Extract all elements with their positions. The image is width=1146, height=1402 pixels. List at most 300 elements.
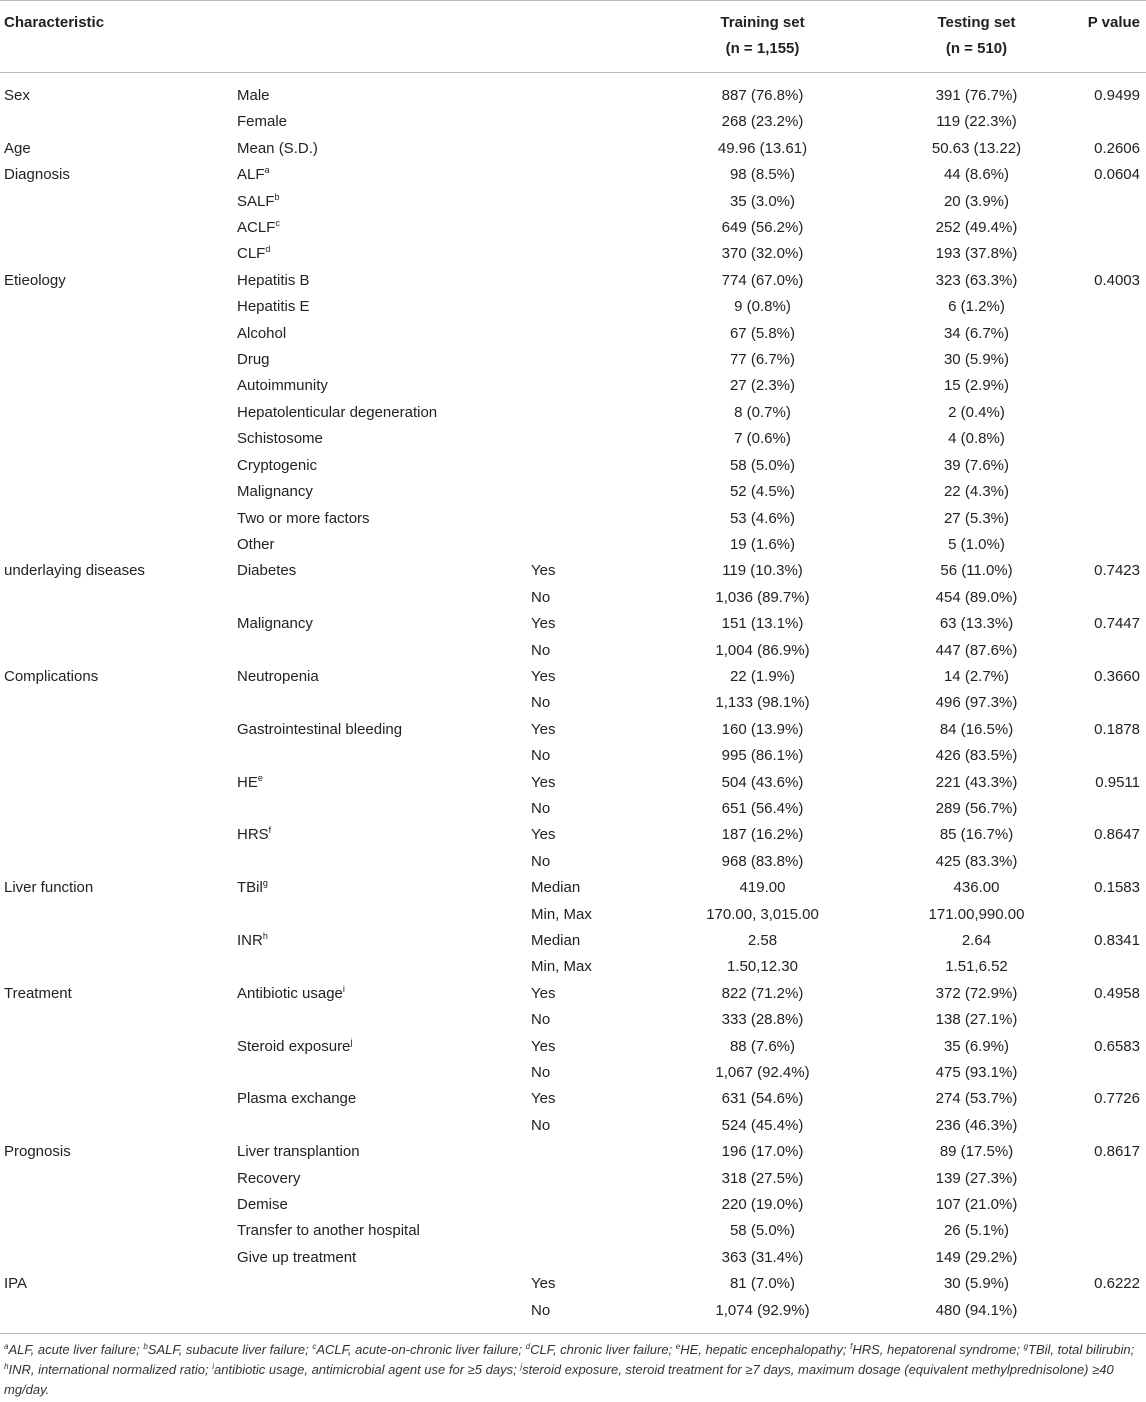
cell-subcategory: Mean (S.D.) bbox=[237, 139, 318, 157]
cell-level bbox=[527, 109, 655, 135]
cell-training: 2.58 bbox=[747, 932, 778, 949]
cell-category bbox=[0, 1034, 232, 1060]
table-row bbox=[0, 1245, 1146, 1271]
cell-testing: 34 (6.7%) bbox=[943, 324, 1010, 342]
cell-p-value bbox=[1083, 849, 1146, 875]
cell-training: 1,067 (92.4%) bbox=[715, 1064, 810, 1082]
cell-level bbox=[527, 215, 655, 241]
footnote-text: TBil, total bilirubin; bbox=[1028, 1342, 1135, 1357]
table-row bbox=[0, 268, 1146, 294]
cell-level bbox=[527, 1166, 655, 1192]
table-row bbox=[0, 479, 1146, 505]
cell-category bbox=[0, 902, 232, 928]
cell-training: 196 (17.0%) bbox=[721, 1143, 804, 1161]
cell-testing: 30 (5.9%) bbox=[943, 351, 1010, 369]
cell-training: 220 (19.0%) bbox=[721, 1196, 804, 1214]
cell-category bbox=[0, 1007, 232, 1033]
cell-testing: 496 (97.3%) bbox=[935, 694, 1018, 712]
cell-category bbox=[0, 189, 232, 215]
table-row bbox=[0, 717, 1146, 743]
table-row bbox=[0, 1298, 1146, 1334]
cell-training: 53 (4.6%) bbox=[729, 509, 796, 527]
cell-testing: 138 (27.1%) bbox=[935, 1011, 1018, 1029]
cell-subcategory: Autoimmunity bbox=[237, 377, 328, 395]
cell-p-value bbox=[1083, 241, 1146, 267]
cell-level: No bbox=[531, 1116, 551, 1134]
cell-p-value: 0.1583 bbox=[1094, 879, 1140, 897]
cell-level bbox=[527, 532, 655, 558]
cell-p-value bbox=[1083, 1218, 1146, 1244]
table-row bbox=[0, 1060, 1146, 1086]
cell-p-value bbox=[1083, 479, 1146, 505]
header-p-value: P value bbox=[1087, 14, 1140, 31]
table-row bbox=[0, 1113, 1146, 1139]
cell-level: Min, Max bbox=[531, 958, 592, 976]
cell-training: 98 (8.5%) bbox=[729, 166, 796, 184]
cell-subcategory bbox=[232, 1271, 527, 1297]
cell-category bbox=[0, 506, 232, 532]
cell-level: No bbox=[531, 588, 551, 606]
table-row bbox=[0, 1271, 1146, 1297]
cell-training: 995 (86.1%) bbox=[721, 747, 804, 765]
cell-p-value: 0.9511 bbox=[1095, 773, 1140, 791]
cell-level bbox=[527, 347, 655, 373]
cell-testing: 5 (1.0%) bbox=[948, 535, 1005, 553]
cell-subcategory: Neutropenia bbox=[237, 667, 319, 685]
table-row bbox=[0, 136, 1146, 162]
cell-level bbox=[527, 321, 655, 347]
cell-p-value bbox=[1083, 321, 1146, 347]
cell-training: 774 (67.0%) bbox=[721, 271, 804, 289]
cell-testing: 56 (11.0%) bbox=[940, 562, 1013, 580]
cell-training: 67 (5.8%) bbox=[729, 324, 796, 342]
cell-testing: 2.64 bbox=[961, 932, 992, 949]
cell-p-value bbox=[1083, 215, 1146, 241]
cell-subcategory: Hepatitis E bbox=[237, 298, 310, 316]
cell-category: Prognosis bbox=[4, 1143, 71, 1161]
table-row bbox=[0, 1218, 1146, 1244]
cell-training: 370 (32.0%) bbox=[721, 245, 804, 263]
cell-category bbox=[0, 1166, 232, 1192]
cell-subcategory bbox=[232, 1060, 527, 1086]
cell-category: Liver function bbox=[4, 879, 94, 897]
cell-level: No bbox=[531, 747, 551, 765]
footnote-text: ALF, acute liver failure; bbox=[8, 1342, 144, 1357]
cell-testing: 15 (2.9%) bbox=[943, 377, 1010, 395]
cell-level bbox=[527, 162, 655, 188]
table-row bbox=[0, 321, 1146, 347]
cell-p-value: 0.2606 bbox=[1094, 139, 1140, 157]
cell-training: 77 (6.7%) bbox=[729, 351, 796, 369]
cell-p-value bbox=[1083, 189, 1146, 215]
cell-p-value bbox=[1083, 690, 1146, 716]
table-row bbox=[0, 1034, 1146, 1060]
cell-subcategory: TBil$^g$ bbox=[237, 878, 268, 897]
cell-category bbox=[0, 400, 232, 426]
table-row bbox=[0, 954, 1146, 980]
cell-training: 631 (54.6%) bbox=[721, 1090, 804, 1108]
table-row bbox=[0, 426, 1146, 452]
cell-subcategory bbox=[232, 1007, 527, 1033]
cell-category bbox=[0, 1245, 232, 1271]
table-row bbox=[0, 902, 1146, 928]
table-row bbox=[0, 453, 1146, 479]
cell-level bbox=[527, 453, 655, 479]
cell-category bbox=[0, 849, 232, 875]
cell-testing: 1.51,6.52 bbox=[945, 958, 1008, 976]
cell-subcategory: ACLF$^c$ bbox=[237, 218, 280, 237]
table-row bbox=[0, 664, 1146, 690]
table-row bbox=[0, 162, 1146, 188]
footnote-marker: g bbox=[262, 878, 268, 889]
cell-level: No bbox=[531, 799, 551, 817]
cell-level: No bbox=[531, 694, 551, 712]
cell-testing: 50.63 (13.22) bbox=[931, 139, 1022, 157]
cell-training: 333 (28.8%) bbox=[721, 1011, 804, 1029]
cell-testing: 26 (5.1%) bbox=[943, 1222, 1010, 1240]
cell-p-value: 0.7726 bbox=[1094, 1090, 1140, 1108]
cell-training: 7 (0.6%) bbox=[734, 430, 791, 448]
cell-category bbox=[0, 109, 232, 135]
cell-subcategory: Steroid exposure$^j$ bbox=[237, 1036, 353, 1055]
cell-training: 27 (2.3%) bbox=[729, 377, 796, 395]
cell-p-value bbox=[1083, 400, 1146, 426]
cell-training: 119 (10.3%) bbox=[722, 562, 803, 580]
cell-category bbox=[0, 585, 232, 611]
cell-training: 1,133 (98.1%) bbox=[715, 694, 810, 712]
footnote-mark: i bbox=[212, 1362, 214, 1371]
table-row bbox=[0, 849, 1146, 875]
cell-training: 160 (13.9%) bbox=[721, 720, 804, 738]
cell-subcategory: HRS$^f$ bbox=[237, 825, 272, 844]
table-row bbox=[0, 506, 1146, 532]
cell-p-value bbox=[1083, 1060, 1146, 1086]
cell-p-value bbox=[1083, 1192, 1146, 1218]
cell-testing: 89 (17.5%) bbox=[939, 1143, 1014, 1161]
cell-testing: 480 (94.1%) bbox=[935, 1301, 1018, 1319]
footnote-mark: c bbox=[312, 1342, 317, 1351]
table-row bbox=[0, 638, 1146, 664]
cell-training: 524 (45.4%) bbox=[721, 1116, 804, 1134]
cell-subcategory bbox=[232, 796, 527, 822]
cell-testing: 252 (49.4%) bbox=[935, 219, 1018, 237]
cell-subcategory: Schistosome bbox=[237, 430, 323, 448]
table-header bbox=[0, 1, 1146, 73]
cell-category bbox=[0, 479, 232, 505]
cell-subcategory: Two or more factors bbox=[237, 509, 370, 527]
cell-testing: 323 (63.3%) bbox=[935, 271, 1018, 289]
cell-level bbox=[527, 294, 655, 320]
cell-p-value bbox=[1083, 796, 1146, 822]
cell-testing: 39 (7.6%) bbox=[943, 456, 1010, 474]
table-row bbox=[0, 1166, 1146, 1192]
cell-p-value bbox=[1083, 585, 1146, 611]
cell-category bbox=[0, 1113, 232, 1139]
cell-p-value: 0.4958 bbox=[1094, 984, 1140, 1002]
header-testing-n: (n = 510) bbox=[945, 40, 1008, 57]
footnote-marker: d bbox=[265, 244, 271, 255]
footnote-marker: i bbox=[342, 983, 345, 994]
cell-testing: 139 (27.3%) bbox=[935, 1169, 1018, 1187]
cell-subcategory: Transfer to another hospital bbox=[237, 1222, 420, 1240]
cell-subcategory: Antibiotic usage$^i$ bbox=[237, 983, 345, 1002]
cell-testing: 221 (43.3%) bbox=[935, 773, 1018, 791]
cell-testing: 6 (1.2%) bbox=[948, 298, 1005, 316]
cell-level bbox=[527, 189, 655, 215]
cell-category bbox=[0, 1218, 232, 1244]
cell-category bbox=[0, 743, 232, 769]
table-row bbox=[0, 532, 1146, 558]
cell-category: Sex bbox=[4, 87, 30, 104]
cell-testing: 2 (0.4%) bbox=[948, 403, 1005, 421]
cell-training: 88 (7.6%) bbox=[729, 1037, 796, 1055]
cell-testing: 4 (0.8%) bbox=[948, 430, 1005, 448]
cell-category bbox=[0, 426, 232, 452]
cell-subcategory: Other bbox=[237, 535, 275, 553]
cell-testing: 14 (2.7%) bbox=[943, 667, 1010, 685]
table-row bbox=[0, 928, 1146, 954]
cell-p-value bbox=[1083, 347, 1146, 373]
cell-training: 968 (83.8%) bbox=[721, 852, 804, 870]
cell-level bbox=[527, 268, 655, 294]
cell-level bbox=[527, 1245, 655, 1271]
cell-training: 363 (31.4%) bbox=[721, 1248, 804, 1266]
footnote-marker: h bbox=[262, 931, 268, 941]
table-row bbox=[0, 585, 1146, 611]
cell-training: 22 (1.9%) bbox=[729, 667, 796, 685]
cell-subcategory: Plasma exchange bbox=[237, 1090, 357, 1108]
cell-level bbox=[527, 136, 655, 162]
cell-training: 9 (0.8%) bbox=[734, 298, 791, 316]
cell-level: No bbox=[531, 641, 551, 659]
cell-category bbox=[0, 796, 232, 822]
cell-p-value: 0.8341 bbox=[1094, 932, 1140, 949]
cell-category bbox=[0, 373, 232, 399]
cell-p-value bbox=[1083, 506, 1146, 532]
cell-level: Min, Max bbox=[531, 905, 592, 923]
table-row bbox=[0, 294, 1146, 320]
cell-p-value bbox=[1083, 532, 1146, 558]
cell-category bbox=[0, 638, 232, 664]
table-row bbox=[0, 822, 1146, 848]
cell-testing: 425 (83.3%) bbox=[935, 852, 1018, 870]
cell-subcategory: Give up treatment bbox=[237, 1248, 357, 1266]
cell-level: Yes bbox=[531, 562, 556, 580]
cell-training: 887 (76.8%) bbox=[721, 87, 804, 104]
cell-category bbox=[0, 215, 232, 241]
footnote-marker: c bbox=[275, 218, 280, 229]
cell-subcategory: Hepatitis B bbox=[237, 271, 310, 289]
cell-level: Yes bbox=[531, 773, 556, 791]
footnote-mark: b bbox=[143, 1342, 148, 1351]
footnote-mark: j bbox=[520, 1362, 523, 1371]
cell-category: Treatment bbox=[4, 984, 72, 1002]
cell-p-value bbox=[1083, 294, 1146, 320]
cell-subcategory: Diabetes bbox=[237, 562, 297, 580]
table-row bbox=[0, 1139, 1146, 1165]
cell-category: Etieology bbox=[4, 271, 66, 289]
cell-testing: 119 (22.3%) bbox=[936, 113, 1017, 131]
cell-level bbox=[527, 426, 655, 452]
cell-subcategory bbox=[232, 638, 527, 664]
cell-p-value: 0.3660 bbox=[1094, 667, 1140, 685]
cell-p-value: 0.7423 bbox=[1094, 562, 1140, 580]
table-row bbox=[0, 770, 1146, 796]
cell-category bbox=[0, 532, 232, 558]
cell-testing: 391 (76.7%) bbox=[935, 87, 1018, 104]
cell-testing: 426 (83.5%) bbox=[935, 747, 1018, 765]
cell-level: No bbox=[531, 1301, 551, 1319]
footnote-text: INR, international normalized ratio; bbox=[8, 1362, 213, 1377]
cell-level: Yes bbox=[531, 720, 556, 738]
cell-p-value bbox=[1083, 1166, 1146, 1192]
cell-testing: 447 (87.6%) bbox=[935, 641, 1018, 659]
cell-level: Yes bbox=[531, 1037, 556, 1055]
cell-level: No bbox=[531, 1011, 551, 1029]
cell-category bbox=[0, 241, 232, 267]
cell-level bbox=[527, 400, 655, 426]
cell-testing: 84 (16.5%) bbox=[939, 720, 1014, 738]
cell-category bbox=[0, 954, 232, 980]
cell-subcategory: $HE^e$ bbox=[237, 772, 263, 791]
cell-category bbox=[0, 453, 232, 479]
cell-p-value bbox=[1083, 743, 1146, 769]
footnote-marker: f bbox=[268, 825, 272, 836]
table-row bbox=[0, 1007, 1146, 1033]
cell-subcategory: Recovery bbox=[237, 1169, 301, 1187]
cell-subcategory bbox=[232, 1113, 527, 1139]
cell-level: Yes bbox=[531, 826, 556, 844]
footnote-mark: a bbox=[4, 1342, 9, 1351]
cell-p-value bbox=[1083, 373, 1146, 399]
cell-testing: 274 (53.7%) bbox=[935, 1090, 1018, 1108]
cell-category bbox=[0, 717, 232, 743]
cell-subcategory: Malignancy bbox=[237, 615, 313, 633]
footnote-marker: j bbox=[350, 1036, 353, 1047]
cell-subcategory bbox=[232, 585, 527, 611]
footnote-text: CLF, chronic liver failure; bbox=[530, 1342, 676, 1357]
cell-subcategory: Male bbox=[237, 87, 270, 104]
cell-testing: 30 (5.9%) bbox=[943, 1275, 1010, 1293]
cell-training: 187 (16.2%) bbox=[721, 826, 804, 844]
cell-training: 1.50,12.30 bbox=[727, 958, 798, 976]
cell-subcategory bbox=[232, 1298, 527, 1334]
header-training-n: (n = 1,155) bbox=[725, 40, 800, 57]
cell-level bbox=[527, 241, 655, 267]
cell-training: 1,074 (92.9%) bbox=[715, 1301, 810, 1319]
footnote-mark: g bbox=[1023, 1342, 1029, 1351]
footnote-marker: b bbox=[274, 191, 280, 202]
table-row bbox=[0, 1086, 1146, 1112]
cell-p-value: 0.0604 bbox=[1094, 166, 1140, 184]
cell-category: IPA bbox=[4, 1275, 28, 1293]
cell-category bbox=[0, 822, 232, 848]
cell-level: Median bbox=[531, 879, 581, 897]
footnote-text: SALF, subacute liver failure; bbox=[147, 1342, 313, 1357]
cell-p-value bbox=[1083, 1007, 1146, 1033]
footnote-text: HRS, hepatorenal syndrome; bbox=[852, 1342, 1024, 1357]
cell-training: 1,036 (89.7%) bbox=[715, 588, 810, 606]
cell-testing: 149 (29.2%) bbox=[935, 1248, 1018, 1266]
cell-testing: 475 (93.1%) bbox=[935, 1064, 1018, 1082]
cell-testing: 27 (5.3%) bbox=[943, 509, 1010, 527]
table-footnote bbox=[4, 1340, 1142, 1400]
cell-category bbox=[0, 1086, 232, 1112]
cell-p-value bbox=[1083, 426, 1146, 452]
cell-p-value: 0.6222 bbox=[1094, 1275, 1140, 1293]
footnote-mark: f bbox=[850, 1342, 853, 1351]
footnote-mark: d bbox=[525, 1342, 531, 1351]
footnote-text: ACLF, acute-on-chronic liver failure; bbox=[316, 1342, 526, 1357]
cell-subcategory: ALF$^a$ bbox=[237, 165, 270, 184]
cell-level bbox=[527, 73, 655, 110]
cell-testing: 63 (13.3%) bbox=[939, 615, 1014, 633]
table-row bbox=[0, 611, 1146, 637]
cell-category bbox=[0, 770, 232, 796]
cell-level bbox=[527, 1192, 655, 1218]
table-row bbox=[0, 215, 1146, 241]
cell-subcategory: INR$^h$ bbox=[237, 931, 268, 949]
cell-level bbox=[527, 373, 655, 399]
cell-p-value: 0.9499 bbox=[1094, 87, 1140, 104]
cell-testing: 44 (8.6%) bbox=[943, 166, 1010, 184]
cell-category bbox=[0, 1192, 232, 1218]
cell-training: 19 (1.6%) bbox=[729, 535, 796, 553]
cell-level: Median bbox=[531, 932, 581, 949]
cell-testing: 193 (37.8%) bbox=[935, 245, 1018, 263]
cell-subcategory: SALF$^b$ bbox=[237, 191, 280, 210]
cell-testing: 107 (21.0%) bbox=[935, 1196, 1018, 1214]
cell-p-value bbox=[1083, 453, 1146, 479]
table-row bbox=[0, 109, 1146, 135]
table-row bbox=[0, 241, 1146, 267]
cell-testing: 236 (46.3%) bbox=[935, 1116, 1018, 1134]
table-row bbox=[0, 400, 1146, 426]
table-body bbox=[0, 73, 1146, 1334]
cell-p-value: 0.4003 bbox=[1094, 271, 1140, 289]
cell-subcategory bbox=[232, 849, 527, 875]
footnote-mark: e bbox=[675, 1342, 681, 1351]
cell-training: 419.00 bbox=[739, 879, 786, 897]
cell-training: 170.00, 3,015.00 bbox=[706, 905, 819, 923]
cell-p-value bbox=[1083, 902, 1146, 928]
cell-training: 151 (13.1%) bbox=[721, 615, 804, 633]
cell-subcategory bbox=[232, 902, 527, 928]
cell-testing: 372 (72.9%) bbox=[935, 984, 1018, 1002]
cell-testing: 454 (89.0%) bbox=[935, 588, 1018, 606]
cell-level: No bbox=[531, 1064, 551, 1082]
cell-testing: 171.00,990.00 bbox=[928, 905, 1025, 923]
cell-training: 35 (3.0%) bbox=[729, 192, 796, 210]
cell-level bbox=[527, 506, 655, 532]
table-row bbox=[0, 796, 1146, 822]
cell-level bbox=[527, 1139, 655, 1165]
cell-level: Yes bbox=[531, 667, 556, 685]
cell-level bbox=[527, 1218, 655, 1244]
table-row bbox=[0, 73, 1146, 110]
table-row bbox=[0, 1192, 1146, 1218]
cell-subcategory: Cryptogenic bbox=[237, 456, 318, 474]
table-row bbox=[0, 743, 1146, 769]
cell-subcategory: Liver transplantion bbox=[237, 1143, 360, 1161]
cell-p-value bbox=[1083, 1113, 1146, 1139]
cell-level: Yes bbox=[531, 984, 556, 1002]
cell-training: 52 (4.5%) bbox=[729, 483, 796, 501]
cell-training: 49.96 (13.61) bbox=[717, 139, 808, 157]
cell-p-value: 0.7447 bbox=[1094, 615, 1140, 633]
cell-category bbox=[0, 690, 232, 716]
cell-training: 8 (0.7%) bbox=[734, 403, 791, 421]
